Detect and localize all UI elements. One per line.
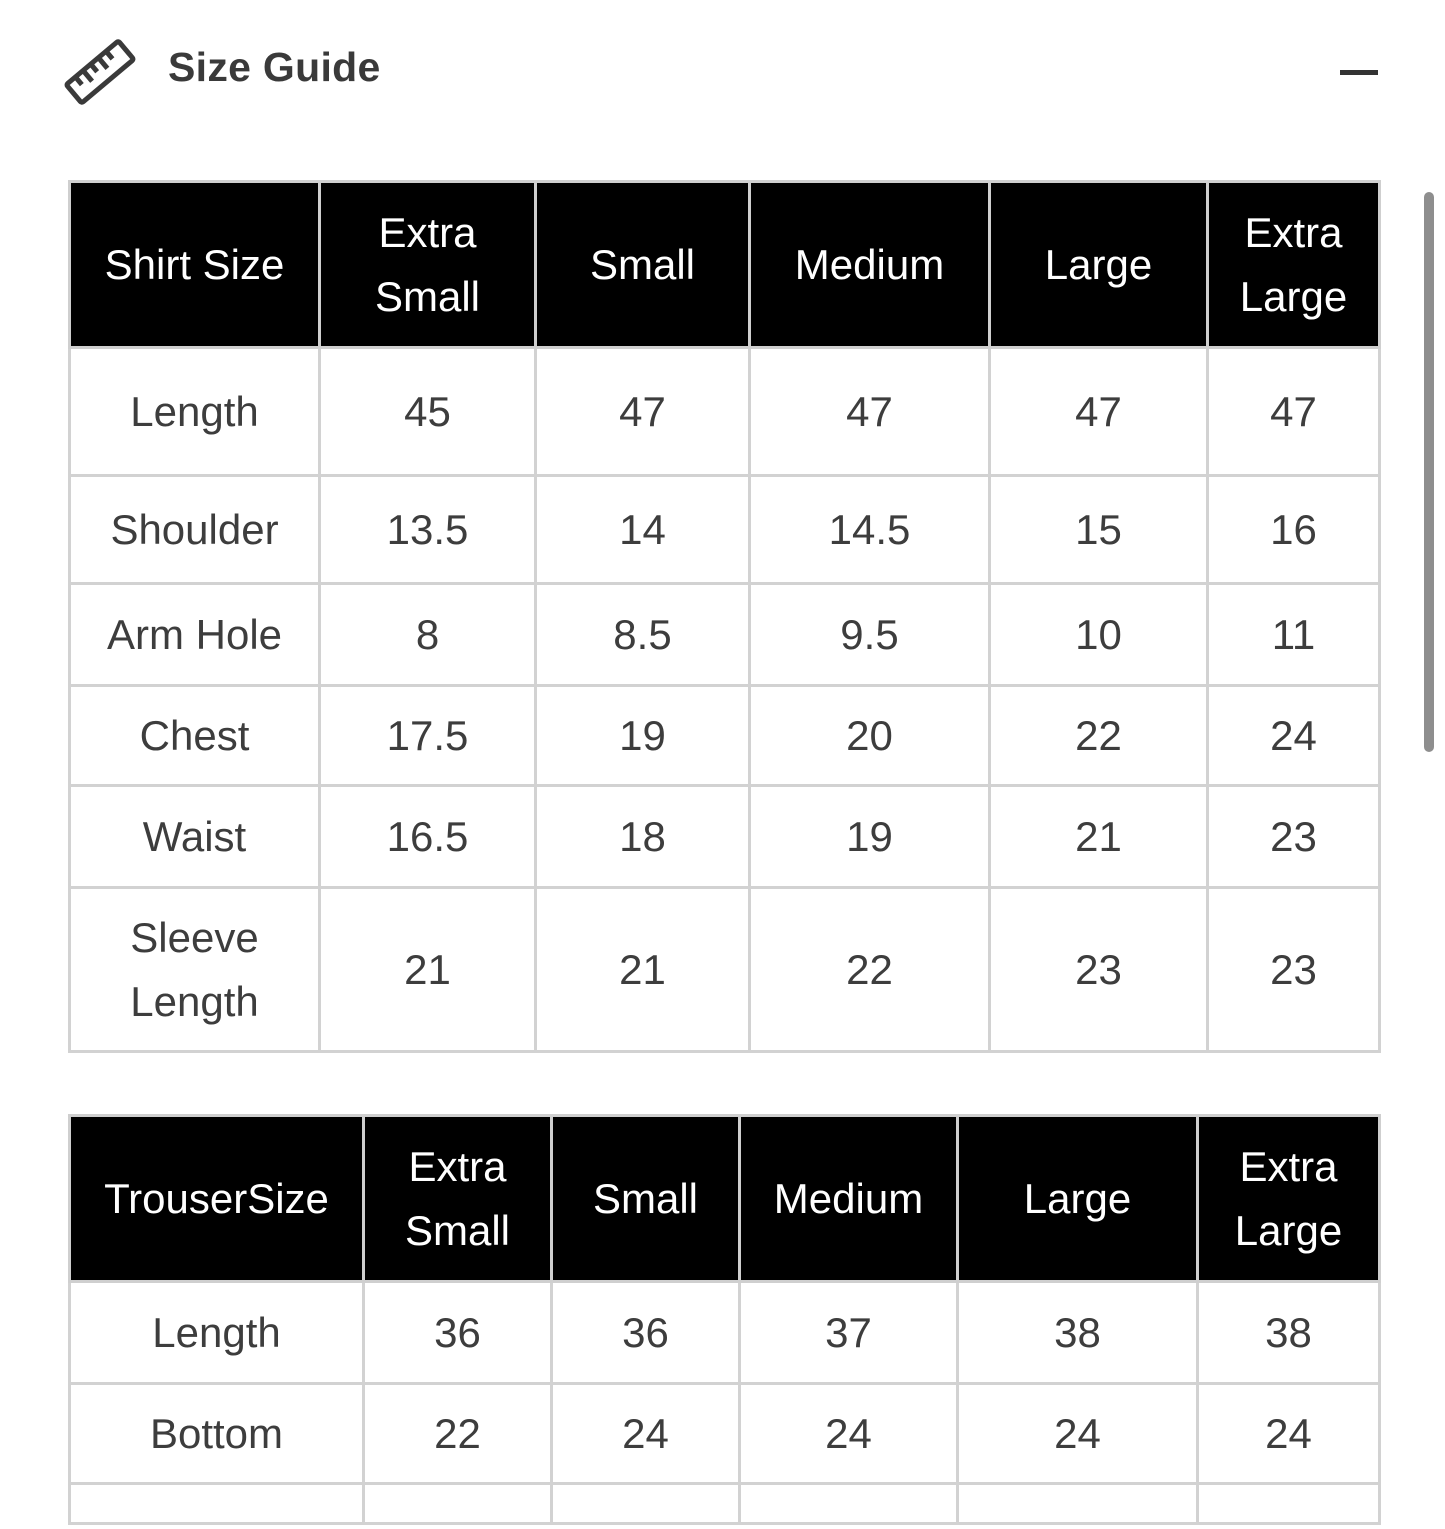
table-cell	[364, 1484, 552, 1524]
table-cell: 8	[320, 584, 536, 686]
table-cell: 47	[990, 348, 1208, 476]
table-cell: 9.5	[750, 584, 990, 686]
table-cell: 24	[958, 1384, 1198, 1484]
table-cell: 11	[1208, 584, 1380, 686]
column-header: Shirt Size	[70, 182, 320, 348]
table-cell: 22	[750, 888, 990, 1052]
column-header: Large	[990, 182, 1208, 348]
column-header: Large	[958, 1116, 1198, 1282]
table-cell	[740, 1484, 958, 1524]
table-cell: 23	[1208, 888, 1380, 1052]
column-header: Small	[552, 1116, 740, 1282]
page-title: Size Guide	[168, 44, 381, 90]
table-cell: 10	[990, 584, 1208, 686]
table-cell: 21	[320, 888, 536, 1052]
column-header: Medium	[750, 182, 990, 348]
table-cell: 24	[1208, 686, 1380, 786]
table-row	[70, 476, 1380, 584]
table-header-row	[70, 1116, 1380, 1282]
table-cell: 38	[1198, 1282, 1380, 1384]
table-cell	[958, 1484, 1198, 1524]
table-cell: 23	[1208, 786, 1380, 888]
table-cell: 24	[1198, 1384, 1380, 1484]
table-cell: 16.5	[320, 786, 536, 888]
row-label: Sleeve Length	[70, 888, 320, 1052]
column-header: Small	[536, 182, 750, 348]
table-cell: 20	[750, 686, 990, 786]
table-row	[70, 1282, 1380, 1384]
table-cell: 22	[990, 686, 1208, 786]
table-row	[70, 1384, 1380, 1484]
table-cell: 37	[740, 1282, 958, 1384]
column-header: TrouserSize	[70, 1116, 364, 1282]
table-row	[70, 348, 1380, 476]
table-cell	[552, 1484, 740, 1524]
table-cell: 24	[740, 1384, 958, 1484]
table-cell: 19	[750, 786, 990, 888]
table-cell: 21	[536, 888, 750, 1052]
row-label: Bottom	[70, 1384, 364, 1484]
table-cell: 18	[536, 786, 750, 888]
shirt-size-table	[68, 180, 1381, 1053]
table-cell	[1198, 1484, 1380, 1524]
row-label: Shoulder	[70, 476, 320, 584]
table-cell: 47	[536, 348, 750, 476]
collapse-button[interactable]	[1340, 64, 1380, 84]
table-cell: 36	[552, 1282, 740, 1384]
table-cell: 47	[750, 348, 990, 476]
scrollbar[interactable]	[1424, 192, 1434, 752]
table-cell: 45	[320, 348, 536, 476]
table-cell: 14.5	[750, 476, 990, 584]
row-label	[70, 1484, 364, 1524]
ruler-icon	[64, 36, 136, 108]
table-cell: 47	[1208, 348, 1380, 476]
row-label: Length	[70, 348, 320, 476]
table-cell: 14	[536, 476, 750, 584]
table-cell: 13.5	[320, 476, 536, 584]
column-header: Extra Small	[320, 182, 536, 348]
table-cell: 16	[1208, 476, 1380, 584]
table-row	[70, 584, 1380, 686]
table-cell: 15	[990, 476, 1208, 584]
minus-icon	[1340, 70, 1378, 75]
row-label: Chest	[70, 686, 320, 786]
row-label: Waist	[70, 786, 320, 888]
table-header-row	[70, 182, 1380, 348]
table-cell: 21	[990, 786, 1208, 888]
row-label: Arm Hole	[70, 584, 320, 686]
table-row	[70, 888, 1380, 1052]
table-row	[70, 686, 1380, 786]
table-cell: 36	[364, 1282, 552, 1384]
column-header: Extra Large	[1208, 182, 1380, 348]
table-cell: 19	[536, 686, 750, 786]
table-cell: 8.5	[536, 584, 750, 686]
table-cell: 23	[990, 888, 1208, 1052]
table-row	[70, 1484, 1380, 1524]
table-cell: 38	[958, 1282, 1198, 1384]
table-cell: 24	[552, 1384, 740, 1484]
column-header: Extra Large	[1198, 1116, 1380, 1282]
size-guide-header[interactable]	[0, 0, 1445, 140]
trouser-size-table	[68, 1114, 1381, 1525]
column-header: Extra Small	[364, 1116, 552, 1282]
table-cell: 22	[364, 1384, 552, 1484]
table-row	[70, 786, 1380, 888]
column-header: Medium	[740, 1116, 958, 1282]
table-cell: 17.5	[320, 686, 536, 786]
row-label: Length	[70, 1282, 364, 1384]
